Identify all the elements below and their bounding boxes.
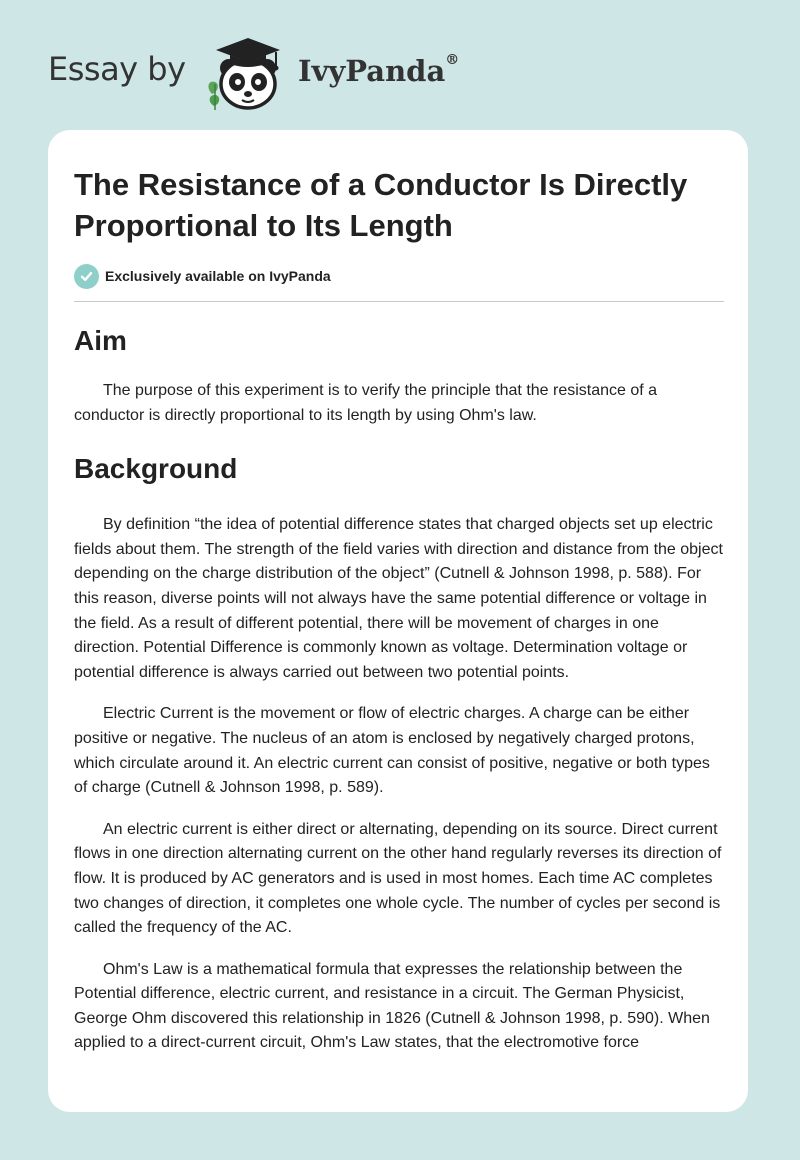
section-heading-aim: Aim [74,325,127,356]
background-paragraph-4: Ohm's Law is a mathematical formula that expresses the relationship between the Potential difference, electric current, and resistance in a circuit. The German Physicist, George Ohm discovered this relationship in 1826 (Cutnell & Johnson 1998, p. 590). When applied to a direct-current circuit, Ohm's Law states, that the electromotive force [74,960,710,1052]
panda-logo-icon[interactable] [202,32,294,112]
registered-mark: ® [445,52,460,68]
check-icon [74,264,99,289]
background-paragraph-3: An electric current is either direct or alternating, depending on its source. Direct current flows in one direction alternating current on the other hand regularly reverses its direction of flow. It is produced by AC generators and is used in most homes. Each time AC completes two changes of direction, it completes one whole cycle. The number of cycles per second is called the frequency of the AC. [74,820,722,937]
title-divider [74,301,724,302]
essay-title: The Resistance of a Conductor Is Directly Proportional to Its Length [74,167,688,243]
brand-name-text: IvyPanda [298,54,446,88]
aim-paragraph: The purpose of this experiment is to verify the principle that the resistance of a conductor is directly proportional to its length by using Ohm's law. [74,382,658,424]
exclusive-badge [74,262,724,290]
background-paragraph-2: Electric Current is the movement or flow of electric charges. A charge can be either positive or negative. The nucleus of an atom is enclosed by negatively charged protons, which circulate around it. An electric current can consist of positive, negative or both types of charge (Cutnell & Johnson 1998, p. 589). [74,705,710,797]
essay-content [74,164,724,1056]
brand-name[interactable] [298,54,459,88]
exclusive-badge-label: Exclusively available on IvyPanda [105,268,331,284]
essay-card [48,130,748,1112]
section-heading-background: Background [74,453,238,485]
background-paragraph-1: By definition “the idea of potential difference states that charged objects set up electric fields about them. The strength of the field varies with direction and distance from the object depending on the charge distribution of the object” (Cutnell & Johnson 1998, p. 588). For this reason, diverse points will not always have the same potential difference or voltage in the field. As a result of different potential, there will be movement of charges in one direction. Potential Difference is commonly known as voltage. Determination voltage or potential difference is always carried out between two potential points. [74,516,723,681]
essay-by-label: Essay by [48,50,186,88]
site-header [48,32,508,112]
